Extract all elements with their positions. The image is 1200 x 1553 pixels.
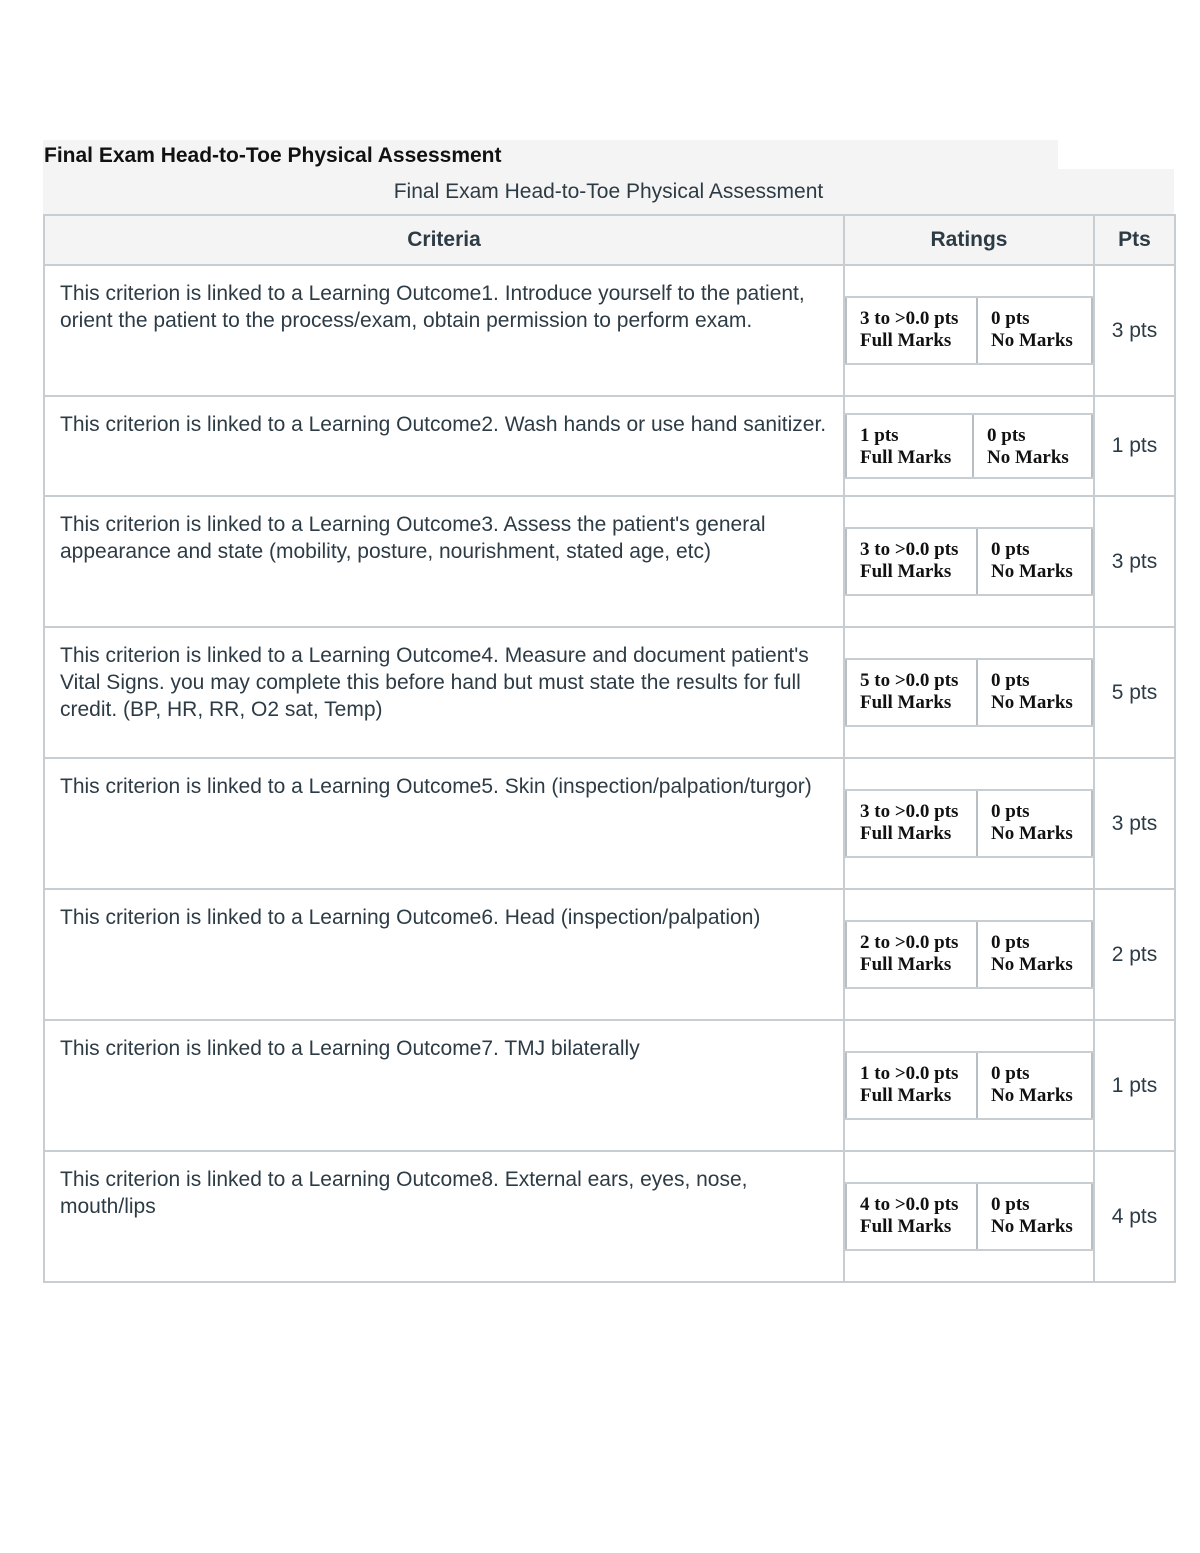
rating-full-marks[interactable] (845, 791, 978, 856)
criterion-row (44, 1151, 1175, 1282)
page-title: Final Exam Head-to-Toe Physical Assessment (44, 144, 502, 167)
rating-points: 0 pts (991, 308, 1030, 329)
rating-points: 0 pts (991, 801, 1030, 822)
rating-label: Full Marks (860, 954, 952, 975)
rating-points: 2 to >0.0 pts (860, 932, 959, 953)
ratings-cell (844, 627, 1094, 758)
rating-label: No Marks (991, 1216, 1073, 1237)
rating-full-marks[interactable] (845, 529, 978, 594)
rating-points: 4 to >0.0 pts (860, 1194, 959, 1215)
rating-label: No Marks (991, 330, 1073, 351)
rating-no-marks[interactable] (978, 529, 1093, 594)
rating-label: Full Marks (860, 1216, 952, 1237)
criterion-row (44, 265, 1175, 396)
criterion-description: This criterion is linked to a Learning Outcome2. Wash hands or use hand sanitizer. (44, 396, 844, 496)
rating-full-marks[interactable] (845, 660, 978, 725)
rating-label: Full Marks (860, 561, 952, 582)
rating-label: Full Marks (860, 823, 952, 844)
ratings-header: Ratings (844, 215, 1094, 265)
rating-no-marks[interactable] (978, 922, 1093, 987)
pts-header: Pts (1094, 215, 1175, 265)
criterion-description: This criterion is linked to a Learning Outcome8. External ears, eyes, nose, mouth/lips (44, 1151, 844, 1282)
rating-no-marks[interactable] (974, 415, 1093, 477)
criterion-description: This criterion is linked to a Learning Outcome5. Skin (inspection/palpation/turgor) (44, 758, 844, 889)
criterion-description: This criterion is linked to a Learning Outcome6. Head (inspection/palpation) (44, 889, 844, 1020)
rating-full-marks[interactable] (845, 298, 978, 363)
criterion-row (44, 396, 1175, 496)
rating-full-marks[interactable] (845, 415, 974, 477)
rating-points: 0 pts (991, 1063, 1030, 1084)
rating-no-marks[interactable] (978, 1184, 1093, 1249)
rating-label: Full Marks (860, 692, 952, 713)
rating-label: Full Marks (860, 1085, 952, 1106)
criterion-row (44, 889, 1175, 1020)
criterion-description: This criterion is linked to a Learning Outcome4. Measure and document patient's Vital Signs. you may complete this before hand but must state the results for full credit. (BP, HR, RR, O2 sat, Temp) (44, 627, 844, 758)
ratings-cell (844, 265, 1094, 396)
criterion-row (44, 627, 1175, 758)
rating-points: 5 to >0.0 pts (860, 670, 959, 691)
criterion-points: 3 pts (1094, 758, 1175, 889)
rating-label: No Marks (991, 1085, 1073, 1106)
criterion-row (44, 758, 1175, 889)
criterion-description: This criterion is linked to a Learning Outcome7. TMJ bilaterally (44, 1020, 844, 1151)
rating-label: No Marks (991, 692, 1073, 713)
criterion-points: 4 pts (1094, 1151, 1175, 1282)
rubric-header-row (44, 215, 1175, 265)
rating-label: No Marks (991, 561, 1073, 582)
rating-no-marks[interactable] (978, 791, 1093, 856)
rating-label: No Marks (991, 954, 1073, 975)
rating-label: No Marks (987, 447, 1069, 468)
rating-points: 1 pts (860, 425, 899, 446)
rating-no-marks[interactable] (978, 298, 1093, 363)
criterion-description: This criterion is linked to a Learning Outcome3. Assess the patient's general appearance and state (mobility, posture, nourishment, stated age, etc) (44, 496, 844, 627)
rating-full-marks[interactable] (845, 1053, 978, 1118)
criterion-points: 1 pts (1094, 1020, 1175, 1151)
ratings-cell (844, 758, 1094, 889)
rating-points: 0 pts (987, 425, 1026, 446)
rating-points: 1 to >0.0 pts (860, 1063, 959, 1084)
criterion-row (44, 1020, 1175, 1151)
rating-points: 0 pts (991, 539, 1030, 560)
rating-label: Full Marks (860, 447, 952, 468)
rating-points: 3 to >0.0 pts (860, 308, 959, 329)
ratings-cell (844, 1020, 1094, 1151)
rubric-caption: Final Exam Head-to-Toe Physical Assessment (43, 169, 1174, 215)
rating-no-marks[interactable] (978, 660, 1093, 725)
ratings-cell (844, 889, 1094, 1020)
rating-label: No Marks (991, 823, 1073, 844)
criterion-points: 3 pts (1094, 265, 1175, 396)
rating-points: 0 pts (991, 932, 1030, 953)
ratings-cell (844, 1151, 1094, 1282)
rating-points: 3 to >0.0 pts (860, 801, 959, 822)
criterion-points: 3 pts (1094, 496, 1175, 627)
ratings-cell (844, 396, 1094, 496)
criterion-description: This criterion is linked to a Learning Outcome1. Introduce yourself to the patient, orient the patient to the process/exam, obtain permission to perform exam. (44, 265, 844, 396)
rubric-table (43, 214, 1176, 1283)
criterion-points: 2 pts (1094, 889, 1175, 1020)
criterion-row (44, 496, 1175, 627)
criterion-points: 5 pts (1094, 627, 1175, 758)
rating-points: 3 to >0.0 pts (860, 539, 959, 560)
ratings-cell (844, 496, 1094, 627)
rating-points: 0 pts (991, 1194, 1030, 1215)
criterion-points: 1 pts (1094, 396, 1175, 496)
criteria-header: Criteria (44, 215, 844, 265)
rating-full-marks[interactable] (845, 1184, 978, 1249)
rating-label: Full Marks (860, 330, 952, 351)
rating-no-marks[interactable] (978, 1053, 1093, 1118)
rating-full-marks[interactable] (845, 922, 978, 987)
page-title-bar (43, 140, 1058, 169)
rating-points: 0 pts (991, 670, 1030, 691)
